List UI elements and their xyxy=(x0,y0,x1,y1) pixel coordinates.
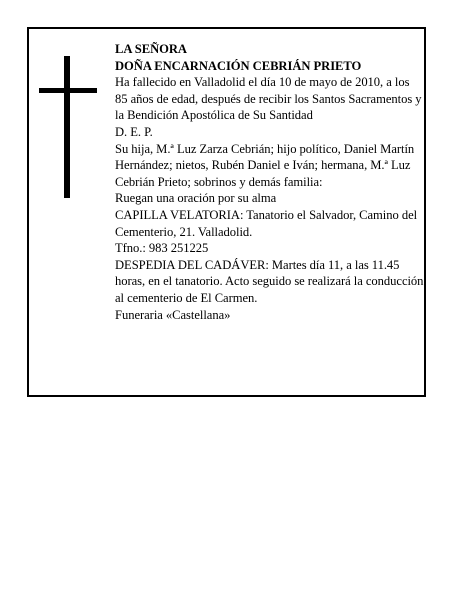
prayer-request: Ruegan una oración por su alma xyxy=(115,191,277,206)
cross-vertical-bar xyxy=(64,56,70,198)
cross-horizontal-bar xyxy=(39,88,97,93)
phone-number: Tfno.: 983 251225 xyxy=(115,241,209,256)
deceased-name: DOÑA ENCARNACIÓN CEBRIÁN PRIETO xyxy=(115,58,362,73)
notice-body xyxy=(115,41,425,323)
farewell-info: DESPEDIA DEL CADÁVER: Martes día 11, a las 11.45 horas, en el tanatorio. Acto seguido se realizará la conducción al cementerio de El Carmen. xyxy=(115,257,424,305)
funeral-home: Funeraria «Castellana» xyxy=(115,307,231,322)
notice-heading: LA SEÑORA xyxy=(115,42,187,56)
chapel-info: CAPILLA VELATORIA: Tanatorio el Salvador, Camino del Cementerio, 21. Valladolid. xyxy=(115,207,418,239)
obituary-notice xyxy=(27,27,426,397)
death-info: Ha fallecido en Valladolid el día 10 de mayo de 2010, a los 85 años de edad, después de recibir los Santos Sacramentos y la Bendición Apostólica de Su Santidad xyxy=(115,75,422,123)
rip-text: D. E. P. xyxy=(115,124,153,139)
family-list: Su hija, M.ª Luz Zarza Cebrián; hijo político, Daniel Martín Hernández; nietos, Rubén Daniel e Iván; hermana, M.ª Luz Cebrián Prieto; sobrinos y demás familia: xyxy=(115,141,415,189)
cross-icon xyxy=(39,56,97,198)
